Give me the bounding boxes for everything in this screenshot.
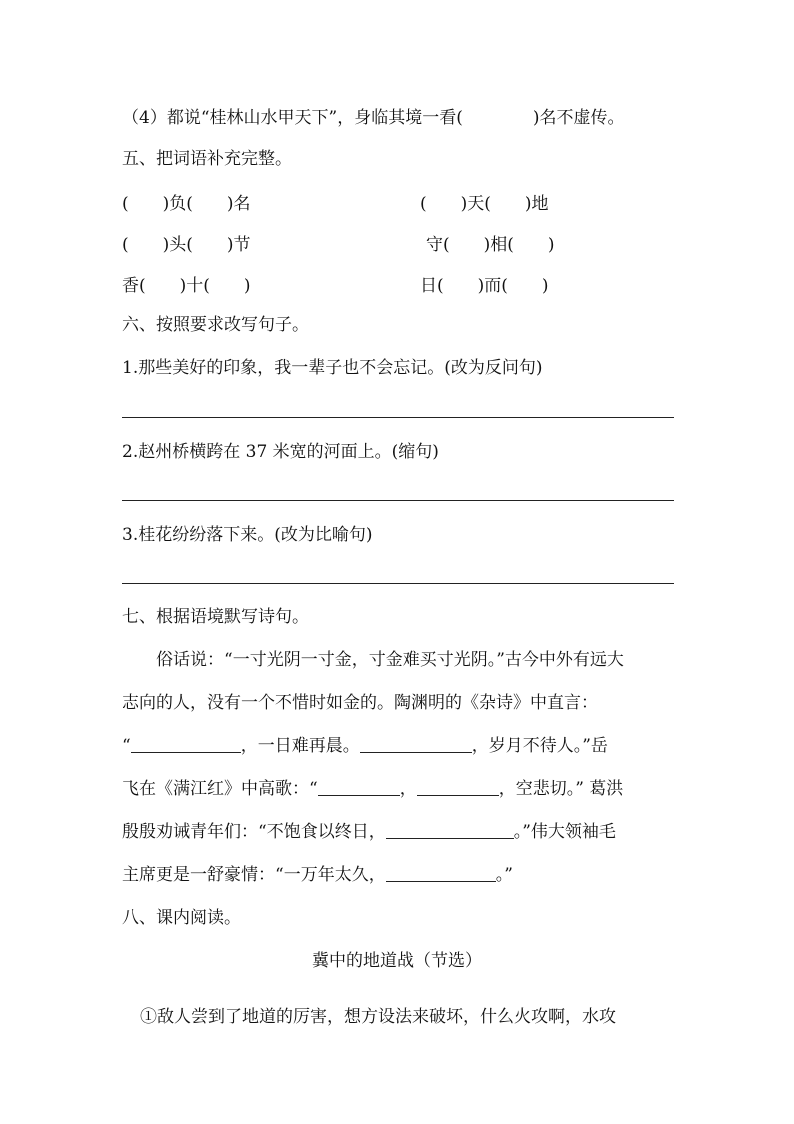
poem-paragraph-line-6 xyxy=(122,863,513,887)
rewrite-item-3: 3.桂花纷纷落下来。(改为比喻句) xyxy=(122,525,373,545)
poem-paragraph-line-1: 俗话说：“一寸光阴一寸金，寸金难买寸光阴。”古今中外有远大 xyxy=(156,650,624,670)
poem-blank-5[interactable] xyxy=(386,821,514,839)
poem-paragraph-line-4 xyxy=(122,777,623,801)
poem-paragraph-line-3 xyxy=(122,734,608,758)
answer-line-3[interactable] xyxy=(122,583,674,584)
text: 殷殷劝诫青年们：“不饱食以终日， xyxy=(122,822,386,842)
text: 。” xyxy=(495,865,513,885)
text: 。”伟大领袖毛 xyxy=(513,822,616,842)
poem-blank-6[interactable] xyxy=(386,864,496,882)
section-6-heading: 六、按照要求改写句子。 xyxy=(122,315,309,335)
word-row-3 xyxy=(122,271,682,295)
question-4-text-after: )名不虚传。 xyxy=(532,108,625,128)
word-row-1 xyxy=(122,189,682,213)
word-item[interactable]: ( )头( )节 xyxy=(122,235,251,255)
word-item[interactable]: 香( )十( ) xyxy=(122,276,251,296)
word-item[interactable]: 守( )相( ) xyxy=(426,235,555,255)
text: 主席更是一舒豪情：“一万年太久， xyxy=(122,865,386,885)
text: 飞在《满江红》中高歌：“ xyxy=(122,779,318,799)
poem-blank-3[interactable] xyxy=(318,778,400,796)
text: ，岁月不待人。”岳 xyxy=(471,736,608,756)
rewrite-item-1: 1.那些美好的印象，我一辈子也不会忘记。(改为反问句) xyxy=(122,358,543,378)
poem-paragraph-line-2: 志向的人，没有一个不惜时如金的。陶渊明的《杂诗》中直言： xyxy=(122,693,598,713)
passage-paragraph-1: ①敌人尝到了地道的厉害，想方设法来破坏，什么火攻啊，水攻 xyxy=(140,1007,616,1027)
text: ， xyxy=(399,779,417,799)
section-8-heading: 八、课内阅读。 xyxy=(122,908,241,928)
answer-line-1[interactable] xyxy=(122,417,674,418)
text: ，一日难再晨。 xyxy=(240,736,360,756)
poem-blank-1[interactable] xyxy=(131,735,241,753)
word-item[interactable]: 日( )而( ) xyxy=(420,276,549,296)
poem-blank-2[interactable] xyxy=(360,735,472,753)
text: ，空悲切。” 葛洪 xyxy=(498,779,624,799)
text: “ xyxy=(122,736,131,756)
passage-title: 冀中的地道战（节选） xyxy=(312,951,482,971)
poem-blank-4[interactable] xyxy=(417,778,499,796)
poem-paragraph-line-5 xyxy=(122,820,616,844)
question-4 xyxy=(122,106,624,130)
word-item[interactable]: ( )负( )名 xyxy=(122,194,251,214)
word-row-2 xyxy=(122,230,682,254)
section-7-heading: 七、根据语境默写诗句。 xyxy=(122,607,309,627)
rewrite-item-2: 2.赵州桥横跨在 37 米宽的河面上。(缩句) xyxy=(122,442,439,462)
section-5-heading: 五、把词语补充完整。 xyxy=(122,149,292,169)
answer-line-2[interactable] xyxy=(122,500,674,501)
question-4-text-before: （4）都说“桂林山水甲天下”，身临其境一看( xyxy=(122,108,463,128)
word-item[interactable]: ( )天( )地 xyxy=(420,194,549,214)
